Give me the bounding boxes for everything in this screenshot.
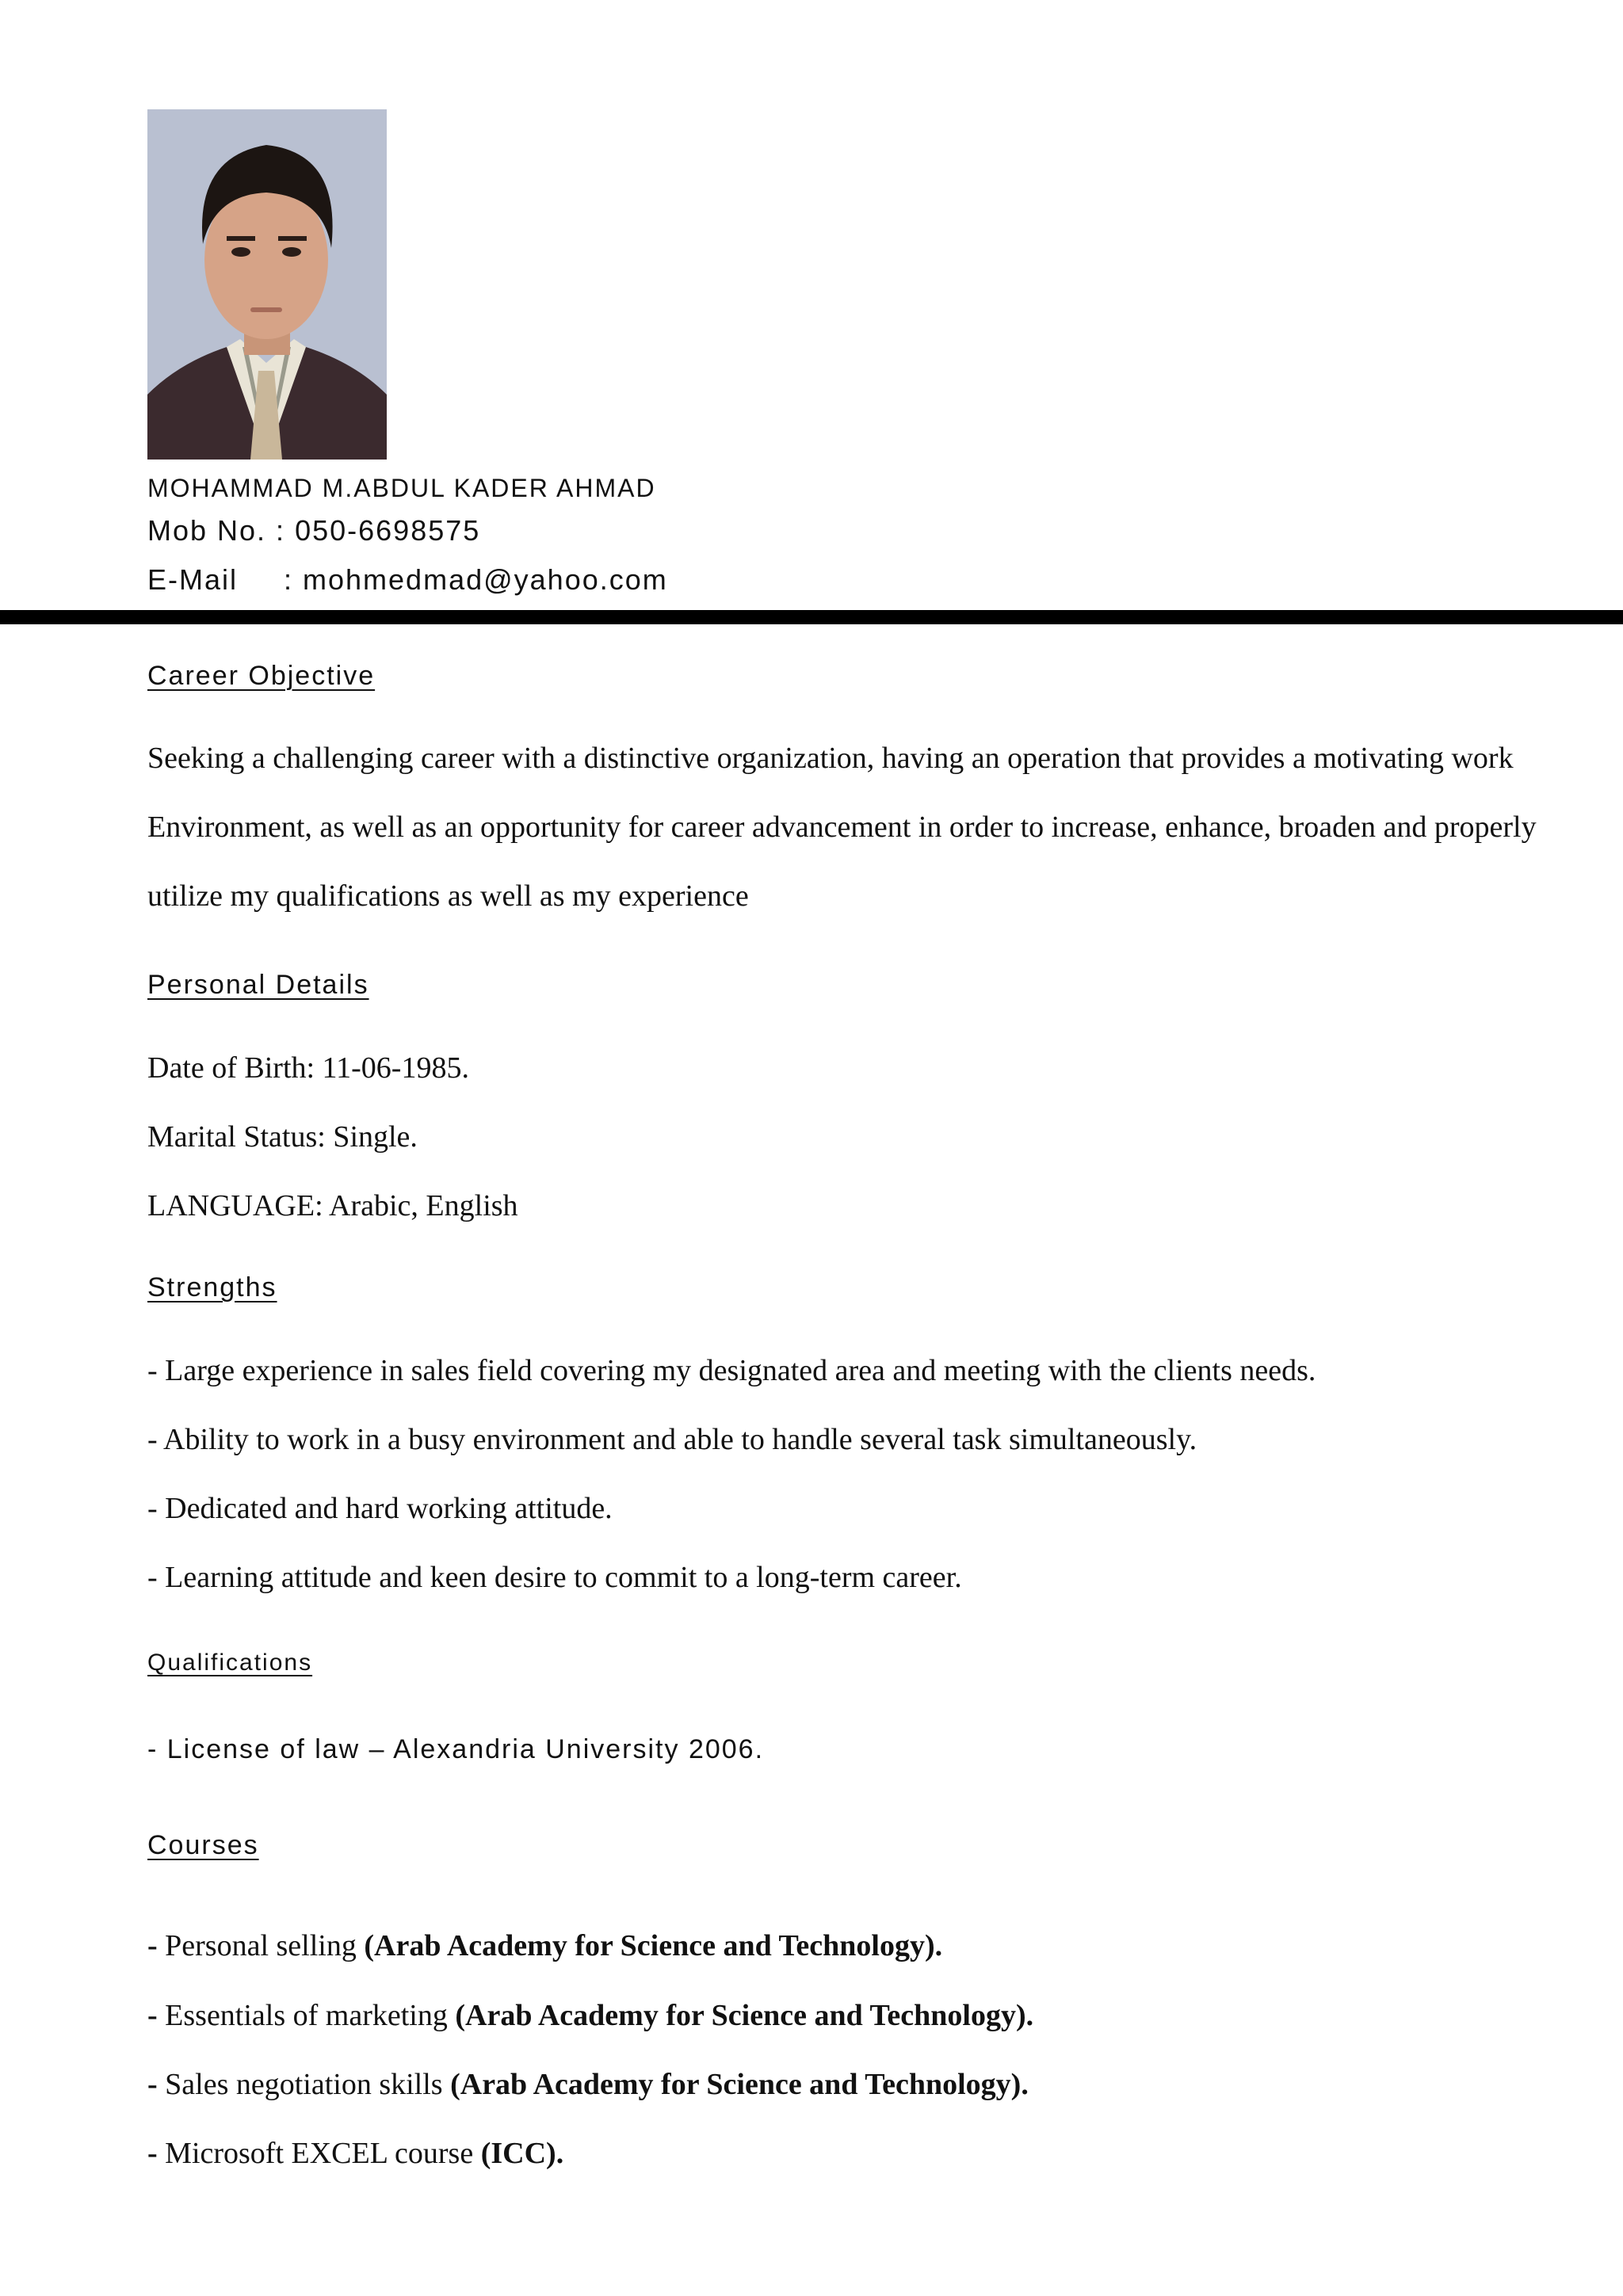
strength-item: - Dedicated and hard working attitude.	[147, 1492, 613, 1525]
course-item	[147, 2134, 563, 2172]
email-label: E-Mail	[147, 563, 239, 596]
qualifications-heading: Qualifications	[147, 1650, 313, 1676]
strengths-heading: Strengths	[147, 1272, 277, 1302]
personal-detail-item: Date of Birth: 11-06-1985.	[147, 1051, 469, 1085]
career-objective-text: Seeking a challenging career with a distinctive organization, having an operation that provides a motivating work Environment, as well as an opportunity for career advancement in order to increase, enhance, broaden and properly utilize my qualifications as well as my experience	[147, 742, 1537, 913]
profile-photo	[147, 109, 387, 460]
qualification-item: - License of law – Alexandria University 2006.	[147, 1734, 765, 1764]
personal-details-heading: Personal Details	[147, 970, 369, 1000]
course-name: Microsoft EXCEL course	[157, 2137, 481, 2170]
header-divider	[0, 610, 1623, 624]
course-provider: (Arab Academy for Science and Technology).	[450, 2068, 1029, 2101]
course-provider: (ICC).	[480, 2137, 564, 2170]
course-item	[147, 1927, 942, 1965]
career-objective-heading: Career Objective	[147, 661, 376, 691]
course-name: Personal selling	[157, 1929, 365, 1962]
candidate-name: MOHAMMAD M.ABDUL KADER AHMAD	[147, 474, 656, 502]
mobile-line	[147, 513, 480, 548]
course-dash: -	[147, 1929, 158, 1962]
mobile-value: 050-6698575	[295, 514, 481, 547]
strength-item: - Ability to work in a busy environment and able to handle several task simultaneously.	[147, 1423, 1197, 1456]
email-value: : mohmedmad@yahoo.com	[284, 563, 668, 596]
course-item	[147, 2065, 1029, 2103]
strength-item: - Learning attitude and keen desire to commit to a long-term career.	[147, 1561, 962, 1594]
course-provider: (Arab Academy for Science and Technology).	[455, 1999, 1034, 2032]
personal-detail-item: Marital Status: Single.	[147, 1120, 418, 1154]
course-name: Sales negotiation skills	[157, 2068, 451, 2101]
course-name: Essentials of marketing	[157, 1999, 456, 2032]
course-dash: -	[147, 2137, 158, 2170]
course-provider: (Arab Academy for Science and Technology).	[364, 1929, 943, 1962]
course-dash: -	[147, 1999, 158, 2032]
personal-detail-item: LANGUAGE: Arabic, English	[147, 1189, 518, 1222]
mobile-label: Mob No. :	[147, 514, 286, 547]
email-line	[147, 563, 668, 597]
strength-item: - Large experience in sales field covering my designated area and meeting with the clients needs.	[147, 1354, 1316, 1387]
course-item	[147, 1997, 1033, 2035]
courses-heading: Courses	[147, 1830, 259, 1860]
course-dash: -	[147, 2068, 158, 2101]
